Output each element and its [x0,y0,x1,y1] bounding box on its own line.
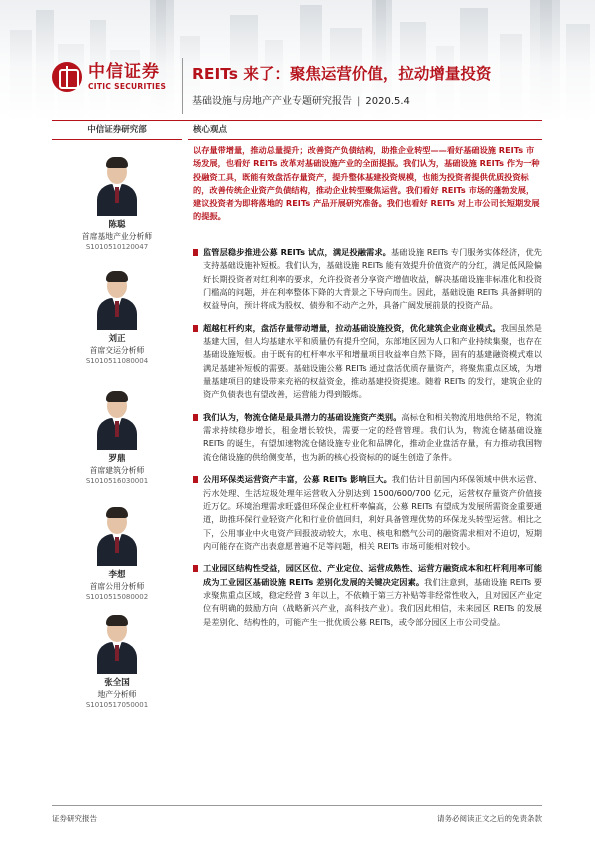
analyst-license: S1010516030001 [85,477,149,485]
analyst-card [52,506,182,601]
summary-paragraph: 以存量带增量，推动总量提升；改善资产负债结构，助推企业转型——看好基础设施 REITs 市场发展，也看好 REITs 改革对基础设施产业的全面提振。我们认为，基础设施 REITs 作为一种投融资工具，既能有效盘活存量资产，提升整体基建投资规模，也能为投资者提供优质投资标的，改善传统企业资产负债结构，推动企业转型聚焦运营。我们看好 REITs 市场的蓬勃发展，建议投资者为即将落地的 REITs 产品开展研究准备。我们也看好 REITs 对上市公司长短期发展的提振。 [193,145,540,222]
analyst-photo [95,506,139,566]
key-point [193,246,542,312]
analyst-card [52,614,182,709]
analyst-license: S1010510120047 [85,243,149,251]
analyst-photo [95,390,139,450]
analyst-photo [95,270,139,330]
key-point [193,562,542,628]
report-date: 2020.5.4 [365,96,410,107]
research-dept-heading: 中信证券研究部 [87,125,147,135]
analyst-name: 陈聪 [108,220,126,230]
header-divider [182,58,183,114]
analyst-title: 首席交运分析师 [89,346,145,355]
analyst-name: 张全国 [104,678,130,688]
analyst-card [52,270,182,365]
report-title: REITs 来了：聚焦运营价值，拉动增量投资 [192,65,492,83]
analyst-title: 地产分析师 [97,690,137,699]
analyst-photo [95,614,139,674]
footer-disclaimer: 请务必阅读正文之后的免责条款 [437,814,542,823]
analyst-license: S1010515080002 [85,593,149,601]
header-rule [52,120,542,121]
key-point-lead: 我们认为，物流仓储是最具潜力的基础设施资产类别。 [203,411,402,422]
analyst-title: 首席公用分析师 [89,582,145,591]
key-point-text: 我们估计目前国内环保领域中供水运营、污水处理、生活垃圾处理年运营收入分别达到 1500/600/700 亿元，运营权存量资产价值接近万亿。环境治理需求旺盛但环保企业杠杆率偏高，公募 REITs 有望成为发展所需资金重要通道，助推环保行业轻资产化和行业价值回归，利好具备管理优势的环保龙头转型运营。相比之下，公用事业中火电资产回报波动较大，水电、核电和燃气公司的融资需求相对不迫切，短期内可能存在资产出表意愿普遍不足等问题，相关 REITs 市场可能相对较小。 [203,474,542,551]
analyst-name: 刘正 [108,334,126,344]
report-subtitle [192,92,410,107]
citic-logo [52,62,166,92]
report-header [0,0,595,122]
key-points-list [193,246,542,638]
key-point-text: 我们注意到，基础设施 REITs 要求聚焦重点区域，稳定经营 3 年以上，不依赖于第三方补贴等非经常性收入，且对园区产业定位有明确的鼓励方向（战略新兴产业，高科技产业）。我们因此相信，未来园区 REITs 的发展是差别化、结构性的，可能产生一批优质公募 REITs，或令部分园区上市公司受益。 [203,576,542,627]
analyst-license: S1010517050001 [85,701,149,709]
analyst-title: 首席基地产业分析师 [81,232,153,241]
key-point [193,411,542,464]
key-point [193,322,542,402]
left-column [52,122,182,139]
analyst-photo [95,156,139,216]
analyst-card [52,390,182,485]
left-heading-rule [52,139,182,140]
footer-report-type: 证券研究报告 [52,814,97,823]
key-point-lead: 超越杠杆约束，盘活存量带动增量，拉动基础设施投资，优化建筑企业商业模式。 [203,322,501,333]
analyst-card [52,156,182,251]
analyst-license: S1010511080004 [85,357,149,365]
citic-logo-icon [52,62,82,92]
analyst-name: 罗鼎 [108,454,126,464]
logo-name-en: CITIC SECURITIES [88,82,167,91]
core-views-heading: 核心观点 [193,125,228,135]
key-point-lead: 公用环保类运营资产丰富，公募 REITs 影响巨大。 [203,474,392,485]
key-point [193,473,542,553]
key-point-text: 高标仓和相关物流用地供给不足，物流需求持续稳步增长，租金增长较快，需要一定的经营管理。我们认为，物流仓储基础设施 REITs 的诞生，有望加速物流仓储设施专业化和品牌化，推动企业盘活存量，有力推动我国物流仓储设施的供给侧变革，也为新的核心投资标的的诞生创造了条件。 [203,411,542,462]
report-category: 基础设施与房地产产业专题研究报告 [192,96,352,107]
right-heading-rule [188,139,542,140]
key-point-lead: 工业园区结构性受益，园区区位、产业定位、运营成熟性、运营方融资成本和杠杆利用率可能成为工业园区基础设施 REITs 差别化发展的关键决定因素。 [203,563,542,587]
logo-name-cn: 中信证券 [88,62,160,82]
subtitle-separator: | [357,96,361,107]
key-point-text: 基础设施 REITs 专门服务实体经济，优先支持基础设施补短板。我们认为，基础设施 REITs 能有效提升价值资产的分红，满足低风险偏好长期投资者对红利率的要求，允许投资者分享资产增值收益，解决基础设施非标准化和投资门槛高的问题，并在利率整体下降的大背景之下导向而生。因此，基础设施 REITs 具备鲜明的权益导向，预计将成为股权、债券和不动产之外，具备广阔发展前景的投资产品。 [203,247,542,311]
analyst-name: 李想 [108,570,126,580]
key-point-lead: 监管层稳步推进公募 REITs 试点，满足投融需求。 [203,247,391,257]
key-point-text: 我国虽然是基建大国，但人均基建水平和质量仍有提升空间，东部地区因为人口和产业持续集聚，也存在基础设施短板。由于既有的杠杆率水平和增量项目收益率自然下降，固有的基建融资模式难以满足基建补短板的需要。基础设施公募 REITs 通过盘活优质存量资产，将聚焦重点区域，为增量基建项目的建设带来充裕的权益资金，推动基建投资提速。随着 REITs 的发行，建筑企业的资产负债表也有望改善，运营能力得到锻炼。 [203,322,542,400]
analyst-title: 首席建筑分析师 [89,466,145,475]
footer-rule [52,805,542,806]
